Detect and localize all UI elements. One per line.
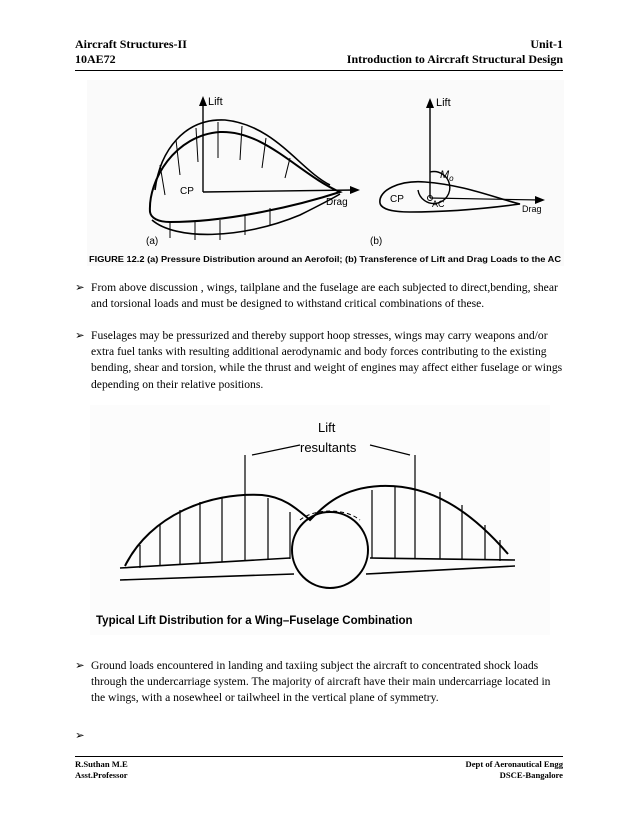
- unit-title: Introduction to Aircraft Structural Design: [346, 52, 563, 66]
- cp-label-a: CP: [180, 186, 194, 197]
- bullet-marker: ➢: [75, 659, 85, 672]
- figure1-caption: FIGURE 12.2 (a) Pressure Distribution around an Aerofoil; (b) Transference of Lift and Drag Loads to the AC: [89, 254, 561, 264]
- lift-resultants-line1: Lift: [318, 420, 336, 435]
- drag-label-b: Drag: [522, 204, 542, 214]
- course-title: Aircraft Structures-II: [75, 37, 187, 51]
- ac-label: AC: [432, 199, 445, 209]
- institution: DSCE-Bangalore: [499, 770, 563, 780]
- author-name: R.Suthan M.E: [75, 759, 128, 769]
- bullet-marker: ➢: [75, 329, 85, 342]
- footer-left: [75, 759, 128, 781]
- lift-resultants-line2: resultants: [300, 440, 357, 455]
- figure2-caption: Typical Lift Distribution for a Wing–Fuselage Combination: [96, 615, 413, 627]
- footer-rule: [75, 756, 563, 757]
- moment-label: $M_o$: [440, 169, 454, 183]
- cp-label-b: CP: [390, 194, 404, 205]
- bullet-item: [75, 658, 565, 707]
- footer-right: [466, 759, 563, 781]
- lift-label-a: Lift: [208, 96, 223, 108]
- unit-label: Unit-1: [530, 37, 563, 51]
- label-b: (b): [370, 236, 383, 247]
- drag-label-a: Drag: [326, 197, 348, 208]
- author-title: Asst.Professor: [75, 770, 128, 780]
- label-a: (a): [146, 236, 159, 247]
- bullet-marker: ➢: [75, 729, 85, 742]
- bullet-text: Fuselages may be pressurized and thereby support hoop stresses, wings may carry weapons and/or extra fuel tanks with resulting additional aerodynamic and body forces contributing to the existing bending, shear and torsion, while the thrust and weight of engines may affect either fuselage or wings depending on their relative positions.: [91, 329, 563, 391]
- lift-label-b: Lift: [436, 97, 451, 109]
- course-code: 10AE72: [75, 52, 116, 66]
- bullet-text: Ground loads encountered in landing and taxiing subject the aircraft to concentrated shock loads through the undercarriage system. The majority of aircraft have their main undercarriage located in the wings, with a nosewheel or tailwheel in the vertical plane of symmetry.: [91, 659, 551, 705]
- department: Dept of Aeronautical Engg: [465, 759, 563, 769]
- bullet-text: From above discussion , wings, tailplane and the fuselage are each subjected to direct,bending, shear and torsional loads and must be designed to withstand critical combinations of these.: [91, 281, 558, 311]
- bullet-marker: ➢: [75, 281, 85, 294]
